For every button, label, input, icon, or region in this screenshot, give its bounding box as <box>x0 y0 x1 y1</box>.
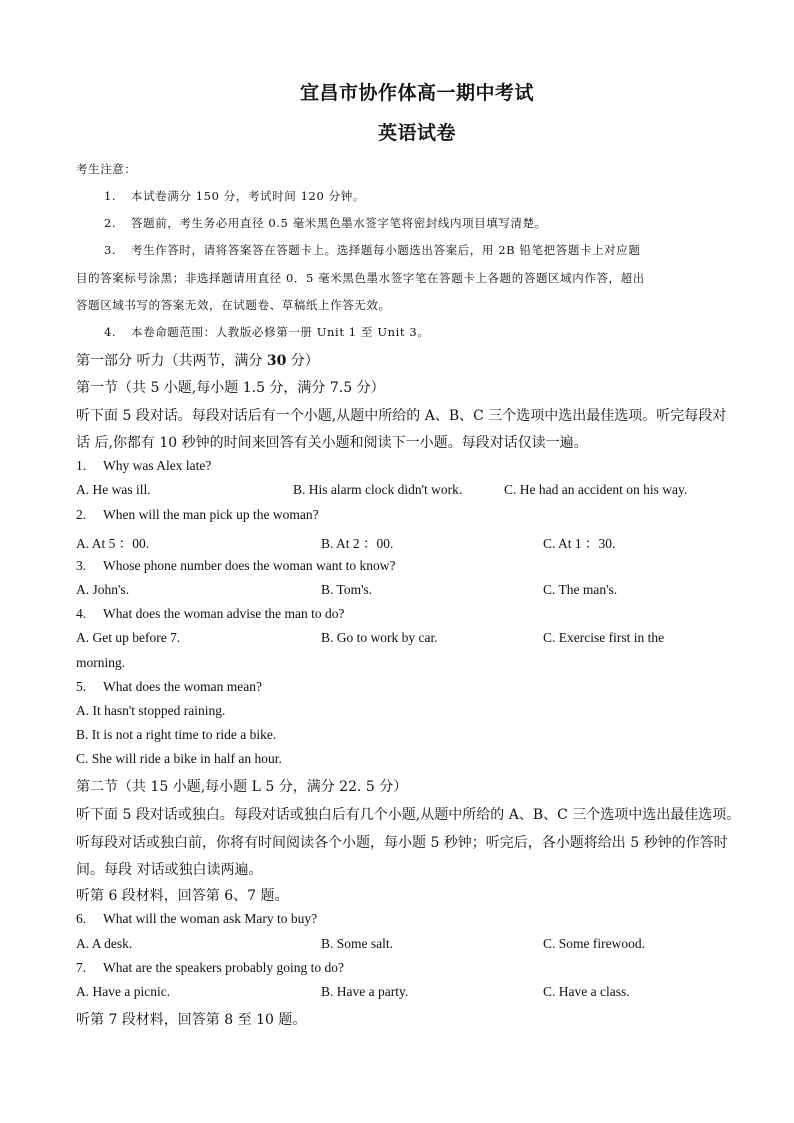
question-7 <box>76 960 344 976</box>
q3-option-c: C. The man's. <box>543 582 618 597</box>
question-text: What does the woman mean? <box>103 679 262 694</box>
notice-item-3-line-2: 目的答案标号涂黑；非选择题请用直径 0．5 毫米黑色墨水签字笔在答题卡上各题的答题区域内作答，超出 <box>76 271 645 285</box>
question-4 <box>76 606 344 622</box>
question-number: 5. <box>76 679 87 694</box>
q6-option-b: B. Some salt. <box>321 936 394 951</box>
q7-option-c: C. Have a class. <box>543 984 630 999</box>
question-2 <box>76 507 319 523</box>
notice-item-number: 2. <box>104 216 117 230</box>
notice-item-text: 本试卷满分 150 分，考试时间 120 分钟。 <box>131 189 365 203</box>
notice-item-3-line-3: 答题区域书写的答案无效，在试题卷、草稿纸上作答无效。 <box>76 298 391 312</box>
notice-item-number: 4. <box>104 325 117 339</box>
part1-heading <box>76 350 319 370</box>
q2-option-a: A. At 5 ：00. <box>76 536 150 551</box>
section2-instruction-line-1: 听下面 5 段对话或独白。每段对话或独白后有几个小题,从题中所给的 A、B、C 三个选项中选出最佳选项。 <box>76 807 741 823</box>
question-text: Whose phone number does the woman want to know? <box>103 558 396 573</box>
question-3 <box>76 558 395 574</box>
q6-option-a: A. A desk. <box>76 936 133 951</box>
exam-title: 宜昌市协作体高一期中考试 <box>299 82 534 104</box>
notice-item-number: 3. <box>104 243 117 257</box>
q5-option-a: A. It hasn't stopped raining. <box>76 703 226 718</box>
question-number: 6. <box>76 911 87 926</box>
q7-option-a: A. Have a picnic. <box>76 984 171 999</box>
material-6-heading: 听第 6 段材料，回答第 6、7 题。 <box>76 888 289 904</box>
question-text: When will the man pick up the woman? <box>103 507 319 522</box>
part1-heading-suffix: 分） <box>286 353 319 369</box>
question-number: 2. <box>76 507 87 522</box>
notice-item-number: 1. <box>104 189 117 203</box>
notice-item-2 <box>104 215 547 231</box>
question-5 <box>76 679 262 695</box>
question-number: 3. <box>76 558 87 573</box>
q1-option-b: B. His alarm clock didn't work. <box>293 482 463 497</box>
part1-heading-text: 第一部分 听力（共两节，满分 <box>76 353 267 369</box>
q4-option-b: B. Go to work by car. <box>321 630 438 645</box>
question-number: 7. <box>76 960 87 975</box>
q6-option-c: C. Some firewood. <box>543 936 645 951</box>
notice-item-text: 答题前，考生务必用直径 0.5 毫米黑色墨水签字笔将密封线内项目填写清楚。 <box>131 216 547 230</box>
question-1 <box>76 458 211 474</box>
q4-option-c-continued: morning. <box>76 655 126 670</box>
question-text: Why was Alex late? <box>103 458 212 473</box>
q1-option-c: C. He had an accident on his way. <box>504 482 688 497</box>
section1-instruction-line-1: 听下面 5 段对话。每段对话后有一个小题,从题中所给的 A、B、C 三个选项中选出最佳选项。听完每段对 <box>76 408 727 424</box>
notice-heading: 考生注意： <box>76 162 137 176</box>
question-number: 1. <box>76 458 87 473</box>
q5-option-c: C. She will ride a bike in half an hour. <box>76 751 282 766</box>
section1-instruction-line-2: 话 后,你都有 10 秒钟的时间来回答有关小题和阅读下一小题。每段对话仅读一遍。 <box>76 435 588 451</box>
q7-option-b: B. Have a party. <box>321 984 409 999</box>
section2-heading: 第二节（共 15 小题,每小题 L 5 分，满分 22. 5 分） <box>76 779 408 795</box>
q4-option-a: A. Get up before 7. <box>76 630 181 645</box>
q5-option-b: B. It is not a right time to ride a bike. <box>76 727 277 742</box>
section1-heading: 第一节（共 5 小题,每小题 1.5 分，满分 7.5 分） <box>76 380 385 396</box>
notice-item-4 <box>104 324 429 340</box>
section2-instruction-line-3: 间。每段 对话或独白读两遍。 <box>76 862 263 878</box>
material-7-heading: 听第 7 段材料，回答第 8 至 10 题。 <box>76 1012 307 1028</box>
q4-option-c: C. Exercise first in the <box>543 630 665 645</box>
section2-instruction-line-2: 听每段对话或独白前，你将有时间阅读各个小题，每小题 5 秒钟；听完后，各小题将给出 5 秒钟的作答时 <box>76 835 728 851</box>
q3-option-a: A. John's. <box>76 582 130 597</box>
q2-option-c: C. At 1 ：30. <box>543 536 616 551</box>
q1-option-a: A. He was ill. <box>76 482 151 497</box>
notice-item-3 <box>104 242 640 258</box>
question-text: What are the speakers probably going to do? <box>103 960 345 975</box>
question-number: 4. <box>76 606 87 621</box>
question-text: What will the woman ask Mary to buy? <box>103 911 318 926</box>
notice-item-1 <box>104 188 365 204</box>
q2-option-b: B. At 2 ：00. <box>321 536 394 551</box>
notice-item-text: 本卷命题范围：人教版必修第一册 Unit 1 至 Unit 3。 <box>131 325 430 339</box>
notice-item-text: 考生作答时，请将答案答在答题卡上。选择题每小题选出答案后，用 2B 铅笔把答题卡上对应题 <box>131 243 641 257</box>
question-text: What does the woman advise the man to do? <box>103 606 345 621</box>
part1-heading-score: 30 <box>266 353 287 369</box>
q3-option-b: B. Tom's. <box>321 582 373 597</box>
exam-subtitle: 英语试卷 <box>377 122 456 144</box>
question-6 <box>76 911 317 927</box>
